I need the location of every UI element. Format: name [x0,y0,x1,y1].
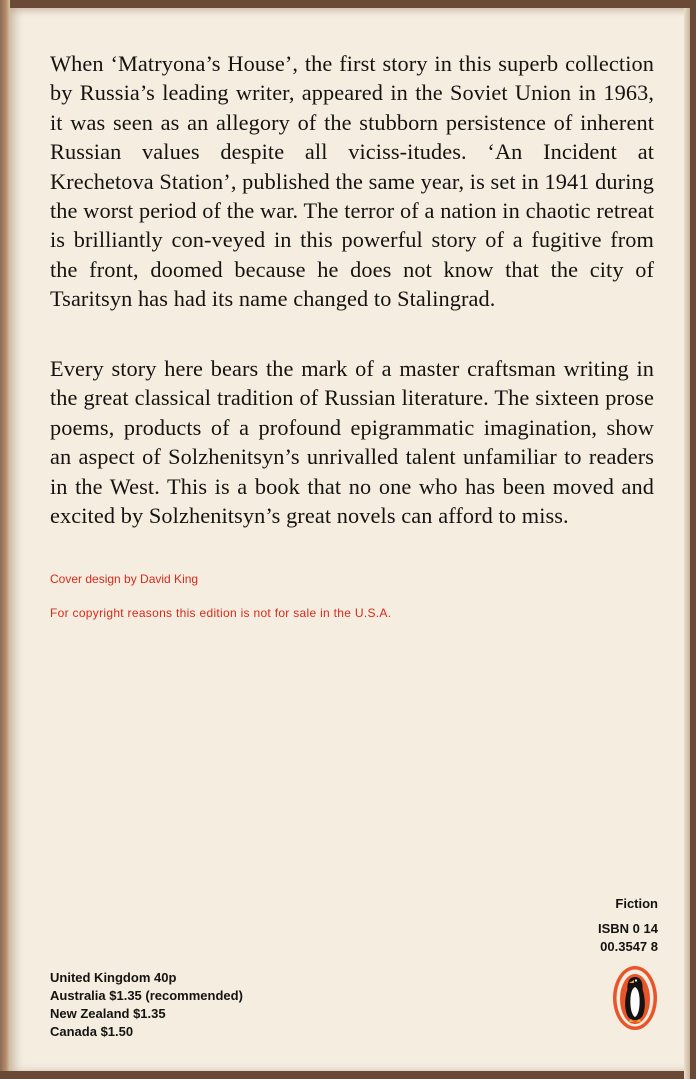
price-new-zealand: New Zealand $1.35 [50,1006,166,1021]
genre-label: Fiction [615,896,658,911]
blurb-paragraph-1: When ‘Matryona’s House’, the first story in this superb collection by Russia’s leading writer, appeared in the Soviet Union in 1963, it was seen as an allegory of the stubborn persistence of inherent Russian values despite all viciss-itudes. ‘An Incident at Krechetova Station’, published the same year, is set in 1941 during the worst period of the war. The terror of a nation in chaotic retreat is brilliantly con-veyed in this powerful story of a fugitive from the front, doomed because he does not know that the city of Tsaritsyn has had its name changed to Stalingrad. [50,51,654,312]
cover-right-edge [684,8,690,1079]
isbn-line-1: ISBN 0 14 [598,921,658,936]
cover-design-credit: Cover design by David King [50,572,199,586]
copyright-notice: For copyright reasons this edition is not for sale in the U.S.A. [50,606,392,620]
penguin-logo-icon [612,965,658,1031]
price-canada: Canada $1.50 [50,1024,134,1039]
price-uk: United Kingdom 40p [50,970,177,985]
blurb-paragraph-2: Every story here bears the mark of a master craftsman writing in the great classical tradition of Russian literature. The sixteen prose poems, products of a profound epigrammatic imagination, show an aspect of Solzhenitsyn’s unrivalled talent unfamiliar to readers in the West. This is a book that no one who has been moved and excited by Solzhenitsyn’s great novels can afford to miss. [50,356,654,529]
price-list [50,969,243,1041]
isbn-line-2: 00.3547 8 [600,939,658,954]
book-spine-edge [0,0,10,1071]
price-australia: Australia $1.35 (recommended) [50,988,243,1003]
isbn-block [588,920,658,956]
